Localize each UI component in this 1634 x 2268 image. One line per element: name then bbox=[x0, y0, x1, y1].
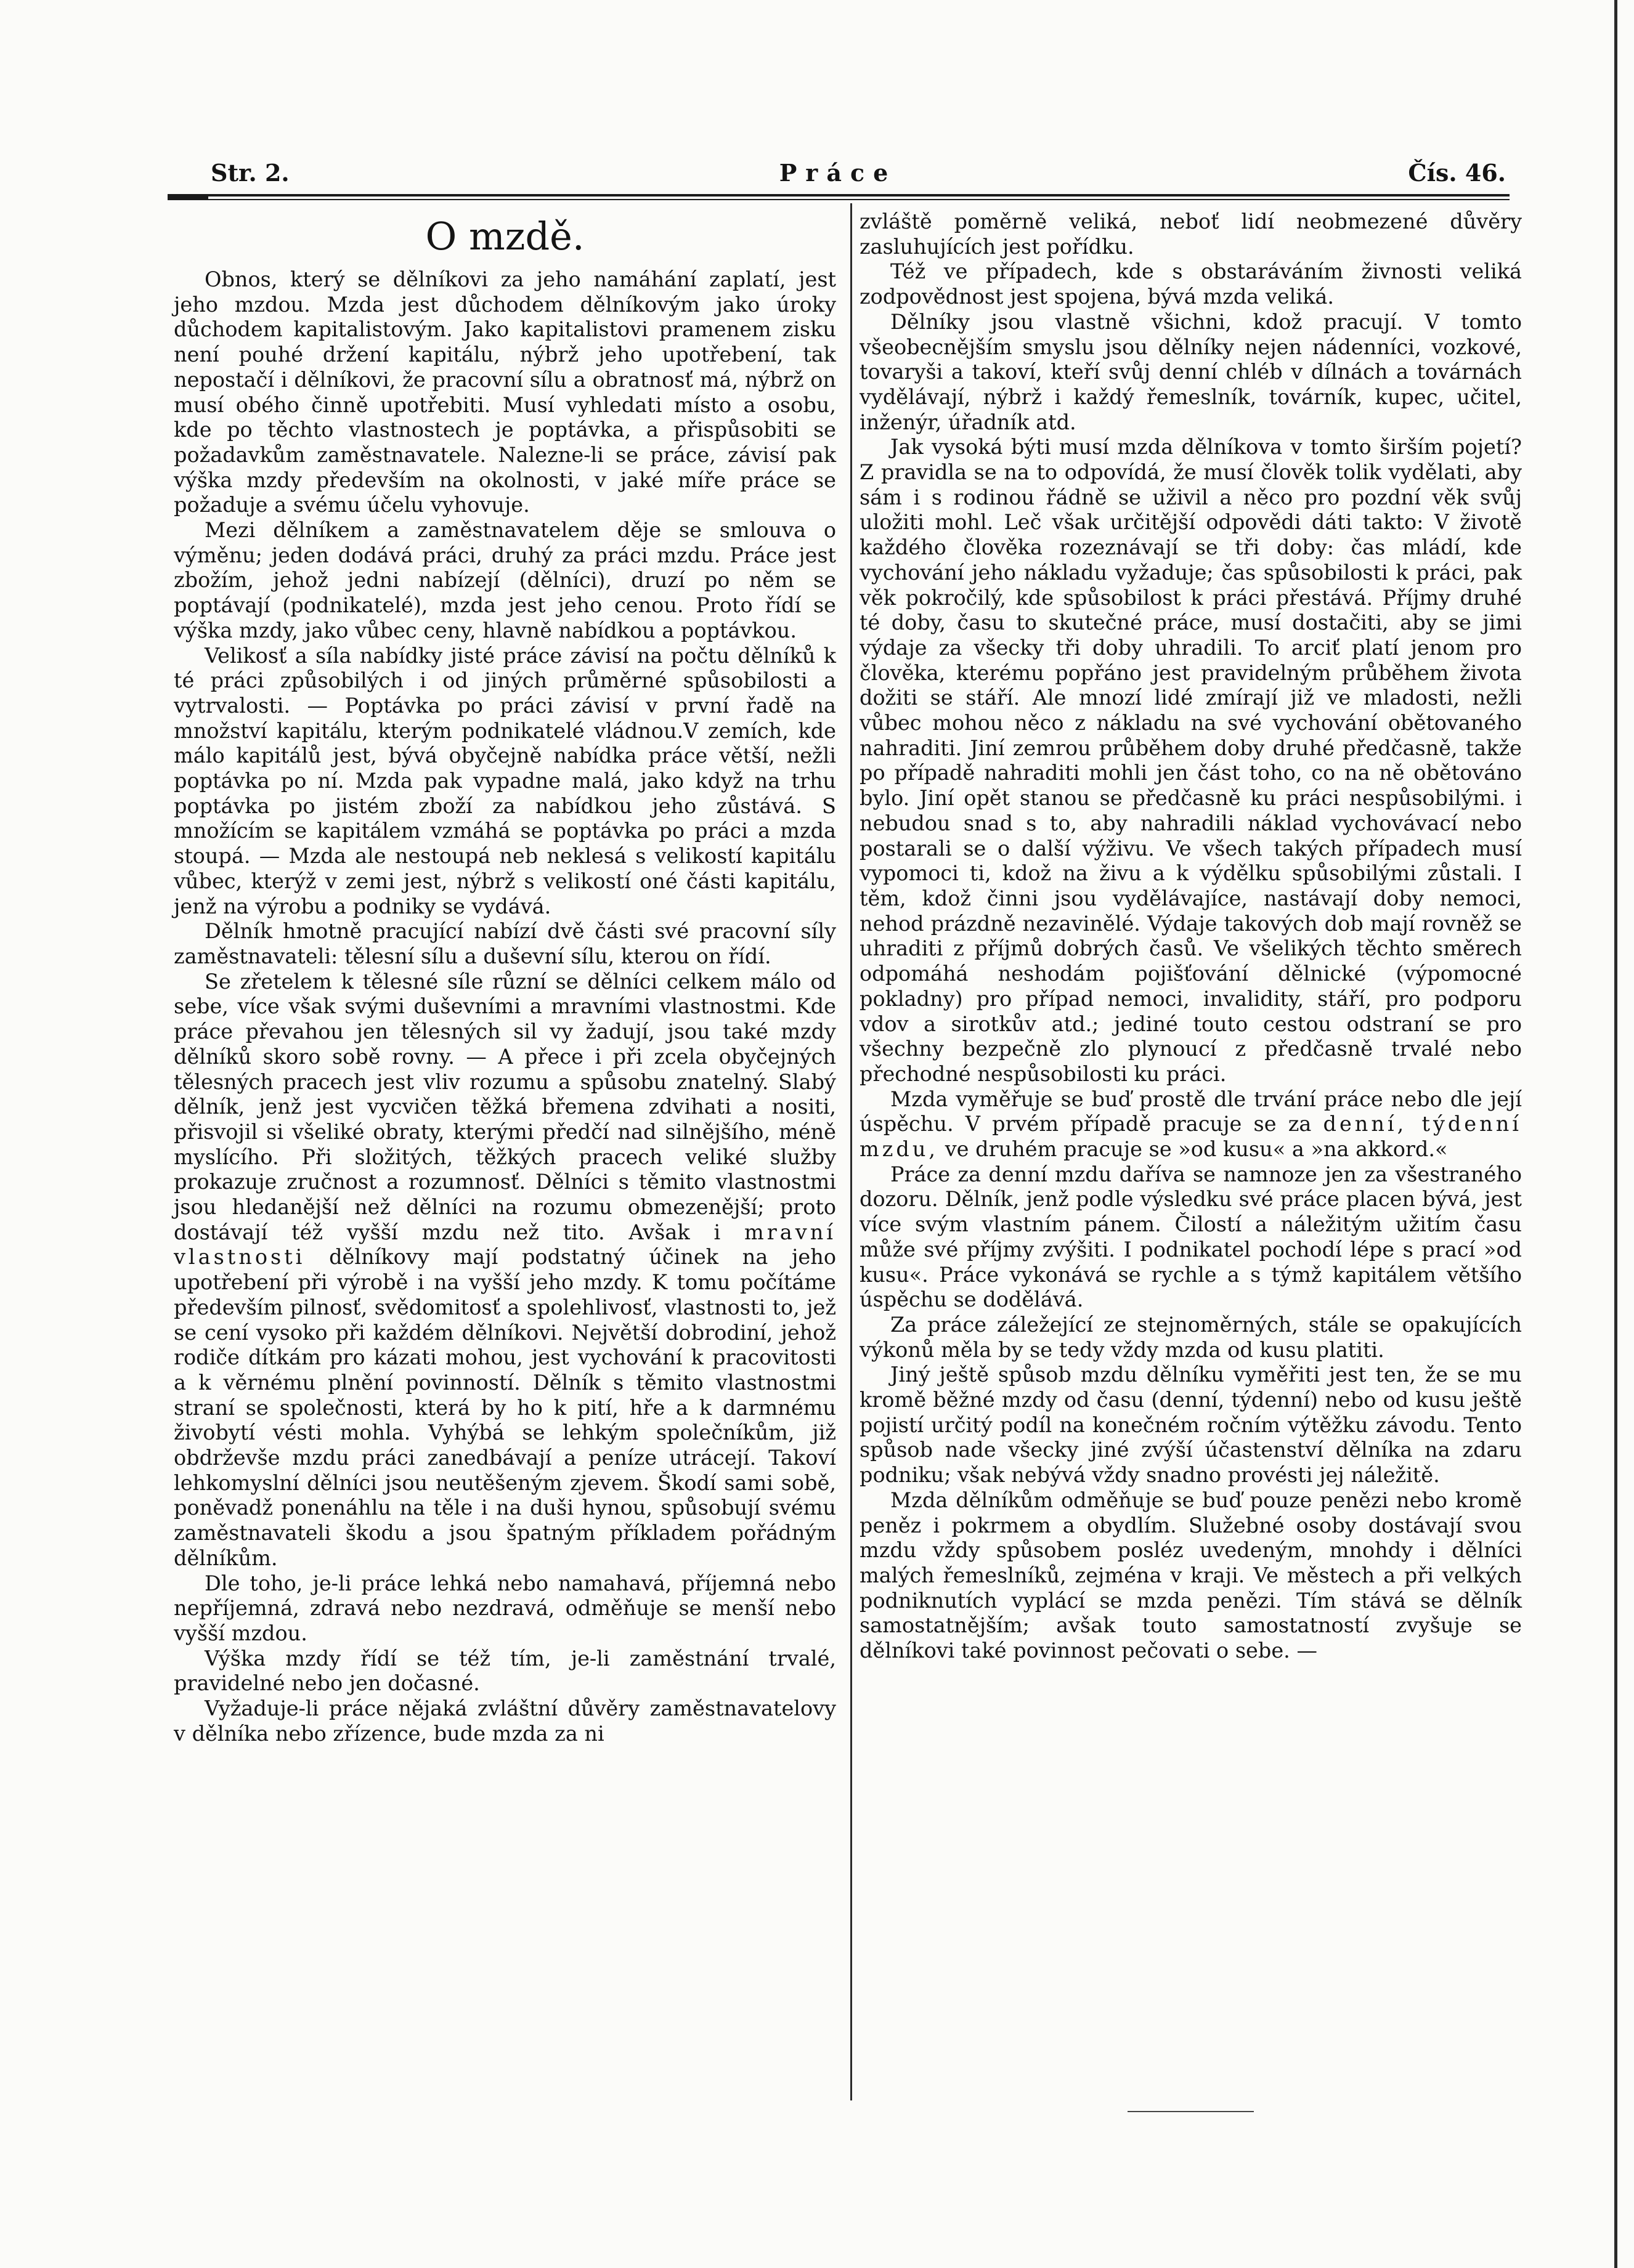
column-left bbox=[174, 209, 836, 1746]
paragraph: Obnos, který se dělníkovi za jeho namáhání zaplatí, jest jeho mzdou. Mzda jest důchodem dělníkovým jako úroky důchodem kapitalistovým. Jako kapitalistovi pramenem zisku není pouhé držení kapitálu, nýbrž jeho upotřebení, tak nepostačí i dělníkovi, že pracovní sílu a obratnosť má, nýbrž on musí obého činně upotřebiti. Musí vyhledati místo a osobu, kde po těchto vlastnostech je poptávka, a přispůsobiti se požadavkům zaměstnavatele. Nalezne-li se práce, závisí pak výška mzdy především na okolnosti, v jaké míře práce se požaduje a svému účelu vyhovuje. bbox=[174, 267, 836, 517]
paragraph: Výška mzdy řídí se též tím, je-li zaměstnání trvalé, pravidelné nebo jen dočasné. bbox=[174, 1646, 836, 1696]
column-right bbox=[860, 209, 1522, 1664]
paragraph: Dle toho, je-li práce lehká nebo namahavá, příjemná nebo nepříjemná, zdravá nebo nezdravá, odměňuje se menší nebo vyšší mzdou. bbox=[174, 1571, 836, 1645]
issue-number: Čís. 46. bbox=[1408, 159, 1506, 187]
paragraph bbox=[860, 1087, 1522, 1162]
text-run: dělníkovy mají podstatný účinek na jeho upotřebení při výrobě i na vyšší jeho mzdy. K tomu počítáme především pilnosť, svědomitosť a spolehlivosť, vlastnosti to, jež se cení vysoko při každém dělníkovi. Největší dobrodiní, jehož rodiče dítkám pro kázati mohou, jest vychování k pracovitosti a k věrnému plnění povinností. Dělník s těmito vlastnostmi straní se společnosti, která by ho k pití, hře a k darmnému živobytí vésti mohla. Vyhýbá se lehkým společníkům, již obdrževše mzdu práci zanedbávají a peníze utrácejí. Takoví lehkomyslní dělníci jsou neutěšeným zjevem. Škodí sami sobě, poněvadž ponenáhlu na těle i na duši hynou, spůsobují svému zaměstnavateli škodu a jsou špatným příkladem pořádným dělníkům. bbox=[174, 1245, 836, 1570]
paragraph: Za práce záležející ze stejnoměrných, stále se opakujících výkonů měla by se tedy vždy mzda od kusu platiti. bbox=[860, 1312, 1522, 1362]
paragraph: Jak vysoká býti musí mzda dělníkova v tomto širším pojetí? Z pravidla se na to odpovídá, že musí člověk tolik vydělati, aby sám i s rodinou řádně se uživil a něco pro pozdní věk svůj uložiti mohl. Leč však určitější odpovědi dáti takto: V životě každého člověka rozeznávají se tři doby: čas mládí, kde vychování jeho nákladu vyžaduje; čas spůsobilosti k práci, pak věk pokročilý, kde spůsobilost k práci přestává. Příjmy druhé té doby, času to skutečné práce, musí dostačiti, aby se jimi výdaje za všecky tři doby uhradili. To arciť platí jenom pro člověka, kterému popřáno jest pravidelným průběhem života dožiti se stáří. Ale mnozí lidé zmírají již ve mladosti, nežli vůbec mohou něco z nákladu na své vychování obětovaného nahraditi. Jiní zemrou průběhem doby druhé předčasně, takže po případě nahraditi mohli jen část toho, co na ně obětováno bylo. Jiní opět stanou se předčasně ku práci nespůsobilými. i nebudou snad s to, aby nahradili náklad vychovávací nebo postarali se o další výživu. Ve všech takých případech musí vypomoci ti, kdož na živu a k výdělku spůsobilými zůstali. I těm, kdož činni jsou vydělávajíce, nastávají doby nemoci, nehod prázdně nezavinělé. Výdaje takových dob mají rovněž se uhraditi z příjmů dobrých časů. Ve všelikých těchto směrech odpomáhá neshodám pojišťování dělnické (výpomocné pokladny) pro případ nemoci, invalidity, stáří, pro podporu vdov a sirotkův atd.; jediné touto cestou odstraní se pro všechny bezpečně zlo plynoucí z předčasně trvalé nebo přechodné nespůsobilosti ku práci. bbox=[860, 435, 1522, 1086]
scan-edge bbox=[1614, 0, 1617, 2268]
paragraph: Jiný ještě spůsob mzdu dělníku vyměřiti jest ten, že se mu kromě běžné mzdy od času (denní, týdenní) nebo od kusu ještě pojistí určitý podíl na konečném ročním výtěžku závodu. Tento spůsob nade všecky jiné zvýší účastenství dělníka na zdaru podniku; však nebývá vždy snadno provésti jej náležitě. bbox=[860, 1363, 1522, 1488]
header-rule-thin bbox=[168, 199, 1510, 200]
text-run: Mzda vyměřuje se buď prostě dle trvání práce nebo dle její úspěchu. V prvém případě pracuje se za bbox=[860, 1087, 1522, 1136]
periodical-title: Práce bbox=[779, 159, 897, 187]
text-run: ve druhém pracuje se »od kusu« a »na akkord.« bbox=[945, 1137, 1448, 1162]
article-end-rule bbox=[1128, 2111, 1254, 2112]
spaced-emphasis: denní, týdenní mzdu, bbox=[860, 1112, 1522, 1162]
article-title: O mzdě. bbox=[425, 214, 585, 259]
paragraph: Práce za denní mzdu daříva se namnoze jen za všestraného dozoru. Dělník, jenž podle výsledku své práce placen bývá, jest více svým vlastním pánem. Čilostí a náležitým užitím času může své příjmy zvýšiti. I podnikatel pochodí lépe s prací »od kusu«. Práce vykonává se rychle a s týmž kapitálem většího úspěchu se dodělává. bbox=[860, 1162, 1522, 1312]
text-run: Se zřetelem k tělesné síle různí se dělníci celkem málo od sebe, více však svými duševními a mravními vlastnostmi. Kde práce převahou jen tělesných sil vy žadují, jsou také mzdy dělníků skoro sobě rovny. — A přece i při zcela obyčejných tělesných pracech jest vliv rozumu a spůsobu znatelný. Slabý dělník, jenž jest vycvičen těžká břemena zdvihati a nositi, přisvojil si všeliké obraty, kterými předčí nad silnějšího, méně myslícího. Při složitých, těžkých pracech veliké služby prokazuje zručnost a rozumnosť. Dělníci s těmito vlastnostmi jsou hledanější než dělníci na rozumu obmezenější; proto dostávají též vyšší mzdu než tito. Avšak i bbox=[174, 969, 836, 1244]
header-rule-mark bbox=[168, 194, 208, 200]
paragraph: Dělník hmotně pracující nabízí dvě části své pracovní síly zaměstnavateli: tělesní sílu a duševní sílu, kterou on řídí. bbox=[174, 919, 836, 968]
paragraph: Též ve případech, kde s obstaráváním živnosti veliká zodpovědnost jest spojena, bývá mzda veliká. bbox=[860, 259, 1522, 309]
paragraph: zvláště poměrně veliká, neboť lidí neobmezené důvěry zasluhujících jest pořídku. bbox=[860, 209, 1522, 259]
column-divider bbox=[850, 203, 852, 2100]
paragraph: Mzda dělníkům odměňuje se buď pouze penězi nebo kromě peněz i pokrmem a obydlím. Služebné osoby dostávají svou mzdu vždy spůsobem posléz uvedeným, mnohdy i dělníci malých řemeslníků, zejména v kraji. Ve městech a při velkých podniknutích vyplácí se mzda penězi. Tím stává se dělník samostatnějším; avšak touto samostatností zvyšuje se dělníkovi také povinnost pečovati o sebe. — bbox=[860, 1488, 1522, 1663]
paragraph: Mezi dělníkem a zaměstnavatelem děje se smlouva o výměnu; jeden dodává práci, druhý za práci mzdu. Práce jest zbožím, jehož jedni nabízejí (dělníci), druzí po něm se poptávají (podnikatelé), mzda jest jeho cenou. Proto řídí se výška mzdy, jako vůbec ceny, hlavně nabídkou a poptávkou. bbox=[174, 518, 836, 642]
page-number: Str. 2. bbox=[211, 159, 290, 187]
page-header bbox=[166, 159, 1510, 196]
header-rule bbox=[168, 194, 1510, 196]
paragraph bbox=[174, 970, 836, 1571]
paragraph: Vyžaduje-li práce nějaká zvláštní důvěry zaměstnavatelovy v dělníka nebo zřízence, bude mzda za ni bbox=[174, 1696, 836, 1746]
paragraph: Velikosť a síla nabídky jisté práce závisí na počtu dělníků k té práci způsobilých i od jiných průměrné spůsobilosti a vytrvalosti. — Poptávka po práci závisí v první řadě na množství kapitálu, kterým podnikatelé vládnou.V zemích, kde málo kapitálů jest, bývá obyčejně nabídka práce větší, nežli poptávka po ní. Mzda pak vypadne malá, jako když na trhu poptávka po jistém zboží za nabídkou jeho zůstává. S množícím se kapitálem vzmáhá se poptávka po práci a mzda stoupá. — Mzda ale nestoupá neb neklesá s velikostí kapitálu vůbec, kterýž v zemi jest, nýbrž s velikostí oné části kapitálu, jenž na výrobu a podniky se vydává. bbox=[174, 643, 836, 918]
spaced-emphasis: mravní vlastnosti bbox=[174, 1220, 836, 1270]
paragraph: Dělníky jsou vlastně všichni, kdož pracují. V tomto všeobecnějším smyslu jsou dělníky nejen nádenníci, vozkové, tovaryši a takoví, kteří svůj denní chléb v dílnách a továrnách vydělávají, nýbrž i každý řemeslník, továrník, kupec, učitel, inženýr, úřadník atd. bbox=[860, 309, 1522, 434]
